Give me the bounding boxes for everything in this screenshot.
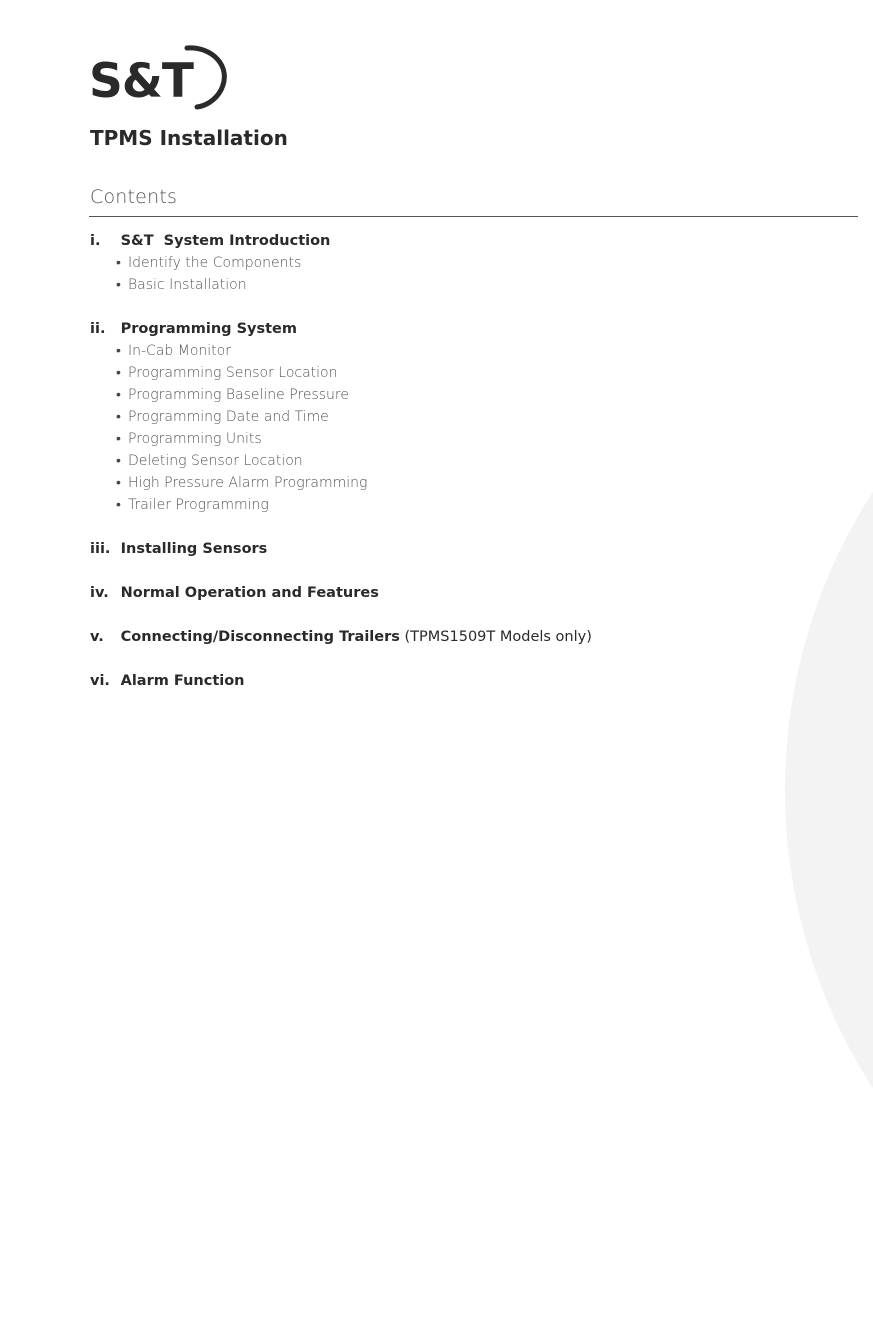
section-numeral: vi. [90,673,110,689]
subsection-label: Trailer Programming [128,497,269,513]
brand-logo [89,44,229,110]
subsection-label: In-Cab Monitor [128,343,231,359]
section-numeral: iii. [90,541,111,557]
section-title: Normal Operation and Features [120,585,379,601]
section-numeral: ii. [90,321,106,337]
subsection-label: Basic Installation [128,277,247,293]
heading-divider [89,216,858,217]
subsection-item[interactable] [90,252,330,274]
subsection-list [90,340,367,516]
subsection-item[interactable] [90,494,367,516]
bullet-icon: • [116,497,121,513]
bullet-icon: • [116,365,121,381]
subsection-item[interactable] [90,274,330,296]
subsection-item[interactable] [90,384,367,406]
section-note: (TPMS1509T Models only) [404,629,592,645]
toc-section-iv [90,582,379,604]
subsection-label: Programming Units [128,431,262,447]
section-numeral: iv. [90,585,109,601]
subsection-item[interactable] [90,362,367,384]
logo-swoosh-icon [149,44,229,110]
toc-section-ii [90,318,367,516]
toc-section-heading[interactable] [90,582,379,604]
toc-section-heading[interactable] [90,538,267,560]
document-title: TPMS Installation [90,126,288,150]
subsection-item[interactable] [90,340,367,362]
section-title: Programming System [120,321,298,337]
bullet-icon: • [116,453,121,469]
subsection-item[interactable] [90,406,367,428]
logo-wordmark: S&T [89,54,193,109]
subsection-label: High Pressure Alarm Programming [128,475,368,491]
subsection-item[interactable] [90,450,367,472]
toc-section-heading[interactable] [90,230,330,252]
toc-section-i [90,230,330,296]
subsection-label: Deleting Sensor Location [128,453,303,469]
subsection-item[interactable] [90,472,367,494]
bullet-icon: • [116,409,121,425]
subsection-label: Programming Date and Time [128,409,329,425]
section-numeral: v. [90,629,104,645]
subsection-label: Programming Baseline Pressure [128,387,349,403]
contents-heading: Contents [90,186,178,208]
bullet-icon: • [116,475,121,491]
subsection-list [90,252,330,296]
subsection-item[interactable] [90,428,367,450]
section-title: S&T System Introduction [120,233,331,249]
section-title: Connecting/Disconnecting Trailers [120,629,400,645]
section-title: Installing Sensors [120,541,268,557]
section-title: Alarm Function [120,673,245,689]
toc-section-heading[interactable] [90,318,367,340]
toc-section-v [90,626,592,648]
subsection-label: Programming Sensor Location [128,365,338,381]
toc-section-vi [90,670,245,692]
bullet-icon: • [116,255,121,271]
bullet-icon: • [116,277,121,293]
toc-section-iii [90,538,267,560]
bullet-icon: • [116,431,121,447]
bullet-icon: • [116,387,121,403]
toc-section-heading[interactable] [90,670,245,692]
section-numeral: i. [90,233,101,249]
toc-section-heading[interactable] [90,626,592,648]
bullet-icon: • [116,343,121,359]
subsection-label: Identify the Components [128,255,302,271]
